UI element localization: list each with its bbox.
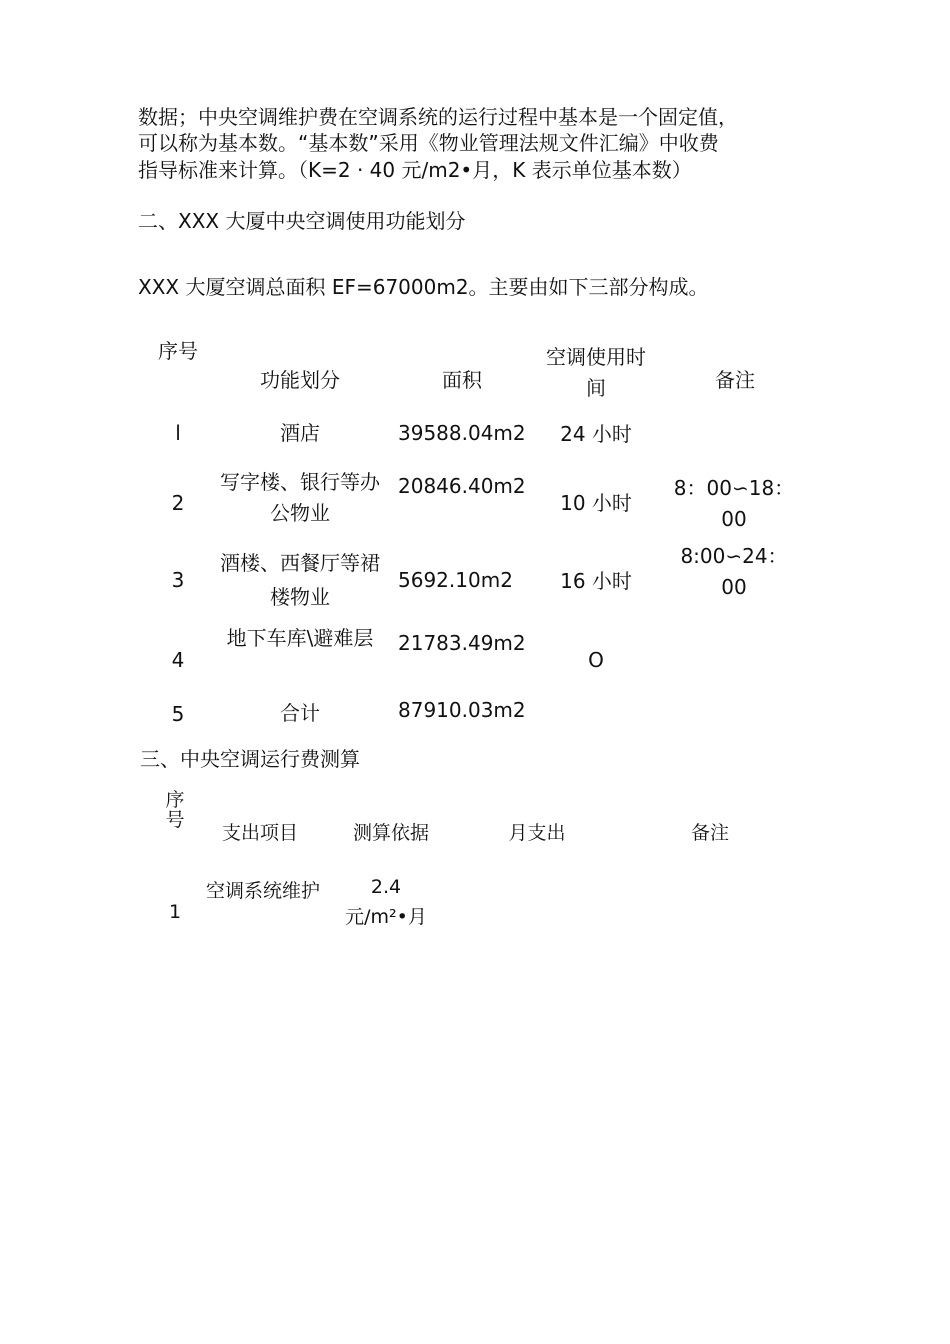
table-row-5-area: 87910.03m2 xyxy=(398,698,526,722)
table2-row-1-item: 空调系统维护 xyxy=(205,880,320,902)
table-row-3-area: 5692.10m2 xyxy=(398,568,513,592)
intro-line-1: 数据；中央空调维护费在空调系统的运行过程中基本是一个固定值， xyxy=(138,105,738,129)
table-row-1-no: l xyxy=(175,421,181,445)
table2-row-1-no: 1 xyxy=(168,901,182,923)
section-2-heading: 二、XXX 大厦中央空调使用功能划分 xyxy=(138,209,466,233)
table-row-1-time: 24 小时 xyxy=(560,422,632,446)
th2-item: 支出项目 xyxy=(221,822,298,844)
table-row-4-area: 21783.49m2 xyxy=(398,631,526,655)
table-row-3-no: 3 xyxy=(171,568,185,592)
table-row-3-note: 8:00∽24：00 xyxy=(680,544,788,599)
table-row-5-function: 合计 xyxy=(280,701,320,725)
th-note: 备注 xyxy=(715,368,755,392)
intro-line-3: 指导标准来计算。（K=2 · 40 元/m2•月，K 表示单位基本数） xyxy=(138,158,692,182)
th2-monthly: 月支出 xyxy=(508,822,566,844)
table-row-1-area: 39588.04m2 xyxy=(398,421,526,445)
th2-note: 备注 xyxy=(690,822,729,844)
table-row-1-function: 酒店 xyxy=(280,421,320,445)
table-row-5-no: 5 xyxy=(171,702,185,726)
table-row-4-no: 4 xyxy=(171,648,185,672)
section-3-heading: 三、中央空调运行费测算 xyxy=(140,747,360,771)
th2-basis: 测算依据 xyxy=(352,822,429,844)
th-no: 序号 xyxy=(158,339,198,363)
table-row-2-area: 20846.40m2 xyxy=(398,474,526,498)
th-function: 功能划分 xyxy=(260,368,340,392)
table-row-3-function: 酒楼、西餐厅等裙楼物业 xyxy=(220,551,380,609)
section-2-summary: XXX 大厦空调总面积 EF=67000m2。主要由如下三部分构成。 xyxy=(138,275,709,299)
table2-row-1-basis: 2.4 元/m²•月 xyxy=(345,876,427,928)
table-row-3-time: 16 小时 xyxy=(560,569,632,593)
table-row-4-time: O xyxy=(588,648,604,672)
table-row-2-function: 写字楼、银行等办公物业 xyxy=(220,470,380,525)
table-row-2-no: 2 xyxy=(171,491,185,515)
table-row-4-function: 地下车库\避难层 xyxy=(226,626,374,650)
th2-no: 序号 xyxy=(165,789,185,831)
th-area: 面积 xyxy=(442,368,482,392)
table-row-2-note: 8：00∽18：00 xyxy=(673,476,795,531)
th-time: 空调使用时间 xyxy=(546,345,646,400)
table-row-2-time: 10 小时 xyxy=(560,491,632,515)
intro-line-2: 可以称为基本数。“基本数”采用《物业管理法规文件汇编》中收费 xyxy=(138,131,719,155)
